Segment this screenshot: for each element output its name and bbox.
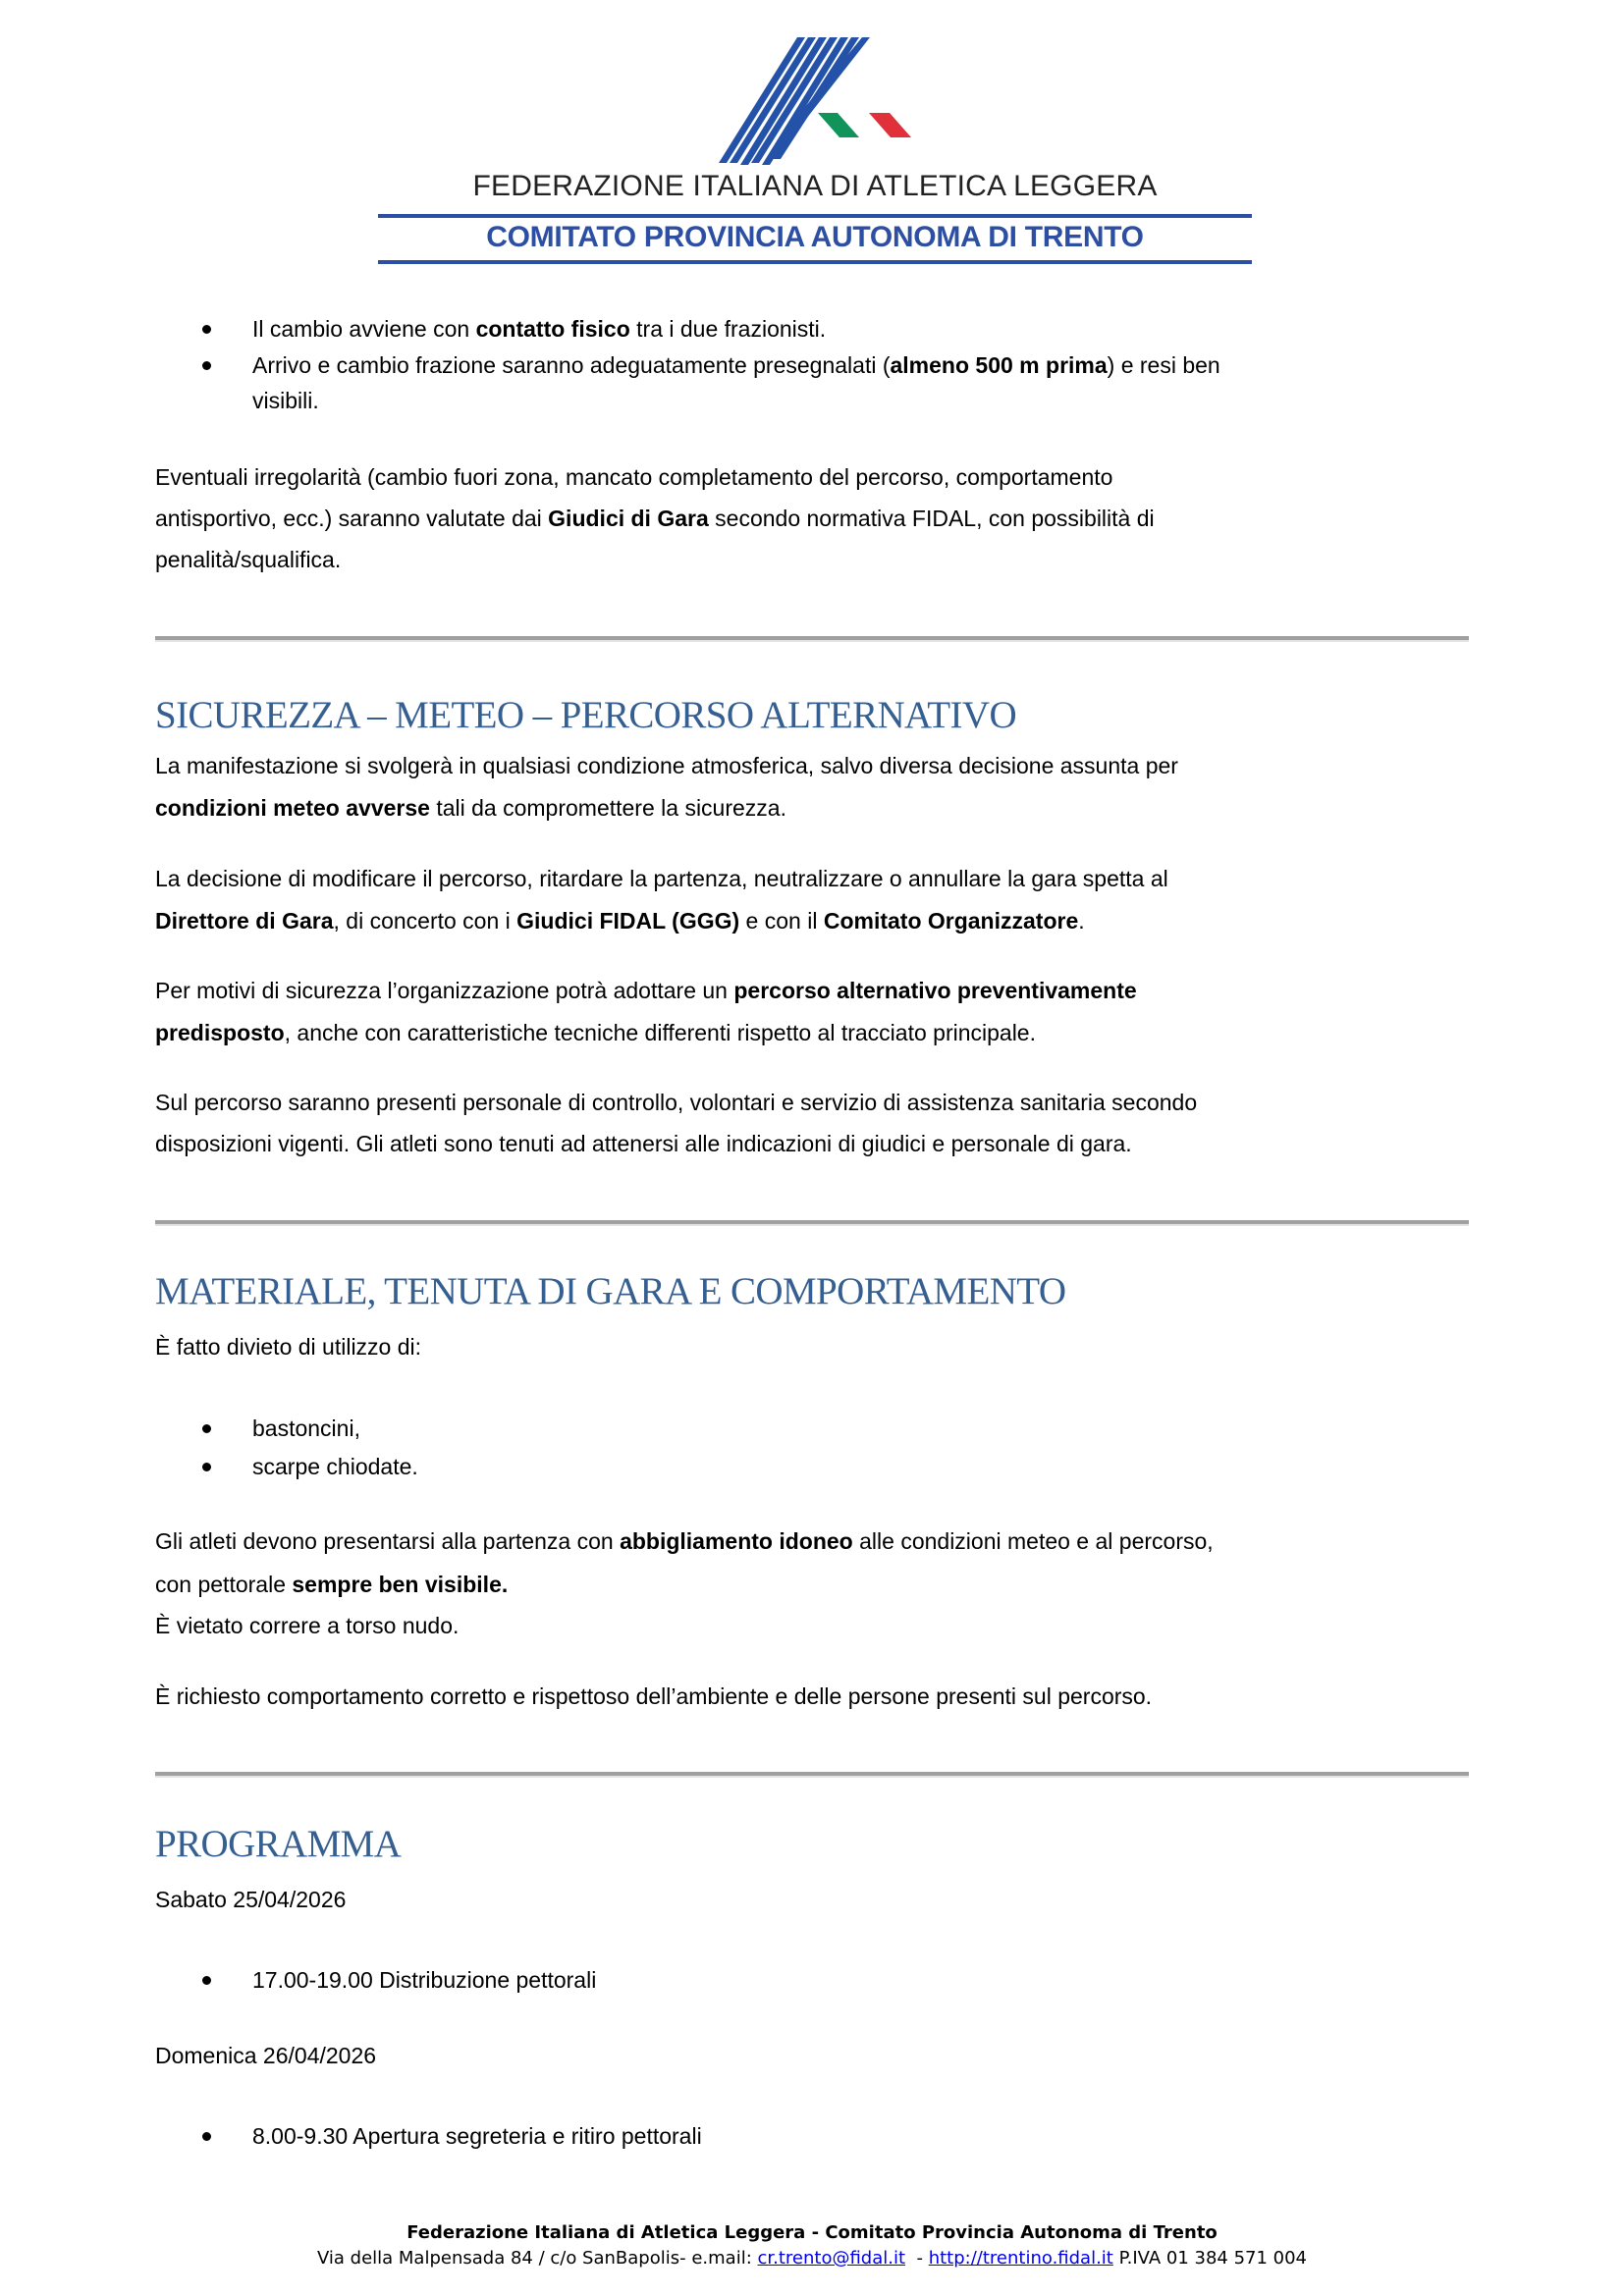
list-item-continuation xyxy=(252,386,319,415)
text-run: , di concerto con i xyxy=(333,908,517,934)
program-item: 17.00-19.00 Distribuzione pettorali xyxy=(252,1967,597,1993)
section-title-equipment: MATERIALE, TENUTA DI GARA E COMPORTAMENTO xyxy=(155,1270,1066,1312)
bold-text: abbigliamento idoneo xyxy=(620,1528,853,1554)
list-item: scarpe chiodate. xyxy=(252,1454,418,1479)
text-run: Eventuali irregolarità (cambio fuori zona, mancato completamento del percorso, comportamento xyxy=(155,464,1113,490)
list-item xyxy=(252,314,826,344)
text-run: e con il xyxy=(739,908,824,934)
section-divider xyxy=(155,1220,1469,1226)
section-title-program: PROGRAMMA xyxy=(155,1823,402,1865)
bullet-icon xyxy=(202,361,211,370)
footer-email-link[interactable]: cr.trento@fidal.it xyxy=(757,2248,906,2269)
text-run: antisportivo, ecc.) saranno valutate dai xyxy=(155,506,549,531)
section-divider xyxy=(155,1772,1469,1778)
paragraph-line xyxy=(155,1526,1214,1556)
text-run: Sul percorso saranno presenti personale di controllo, volontari e servizio di assistenza sanitaria secondo xyxy=(155,1090,1198,1115)
paragraph-line xyxy=(155,1088,1197,1117)
text-run: secondo normativa FIDAL, con possibilità di xyxy=(708,506,1155,531)
text-run: penalità/squalifica. xyxy=(155,547,342,572)
committee-name: COMITATO PROVINCIA AUTONOMA DI TRENTO xyxy=(486,221,1144,253)
bullet-icon xyxy=(202,1424,211,1433)
paragraph-line xyxy=(155,1611,459,1640)
paragraph-line xyxy=(155,1682,1152,1711)
text-run: È richiesto comportamento corretto e rispettoso dell’ambiente e delle persone presenti sul percorso. xyxy=(155,1683,1153,1709)
text-run: con pettorale xyxy=(155,1572,293,1597)
list-item xyxy=(252,350,1220,380)
section-title-safety: SICUREZZA – METEO – PERCORSO ALTERNATIVO xyxy=(155,694,1017,736)
header-rule-bottom xyxy=(378,260,1252,264)
text-run: La decisione di modificare il percorso, ritardare la partenza, neutralizzare o annullare la gara spetta al xyxy=(155,866,1168,891)
paragraph-line xyxy=(155,793,786,823)
text-run: tra i due frazionisti. xyxy=(629,316,827,342)
bold-text: sempre ben visibile. xyxy=(292,1572,509,1597)
paragraph-line xyxy=(155,1570,508,1599)
paragraph-line xyxy=(155,1018,1036,1047)
bold-text: Giudici di Gara xyxy=(548,506,709,531)
program-item: 8.00-9.30 Apertura segreteria e ritiro pettorali xyxy=(252,2123,702,2149)
text-run: Gli atleti devono presentarsi alla partenza con xyxy=(155,1528,621,1554)
bullet-icon xyxy=(202,1463,211,1471)
program-day: Domenica 26/04/2026 xyxy=(155,2043,377,2068)
footer-website-link[interactable]: http://trentino.fidal.it xyxy=(928,2248,1113,2269)
flag-red-stripe xyxy=(869,113,911,137)
bold-text: predisposto xyxy=(155,1020,285,1045)
footer-organization: Federazione Italiana di Atletica Leggera - Comitato Provincia Autonoma di Trento xyxy=(406,2222,1218,2243)
bold-text: Giudici FIDAL (GGG) xyxy=(516,908,740,934)
footer-contacts xyxy=(0,2247,1624,2270)
bullet-icon xyxy=(202,2132,211,2141)
text-run: È vietato correre a torso nudo. xyxy=(155,1613,460,1638)
bullet-icon xyxy=(202,1976,211,1985)
text-run: Il cambio avviene con xyxy=(252,316,476,342)
footer-address: Via della Malpensada 84 / c/o SanBapolis- e.mail: xyxy=(316,2248,758,2269)
footer-vat: P.IVA 01 384 571 004 xyxy=(1112,2248,1308,2269)
paragraph-line xyxy=(155,462,1112,492)
federation-name: FEDERAZIONE ITALIANA DI ATLETICA LEGGERA xyxy=(472,170,1158,202)
text-run: alle condizioni meteo e al percorso, xyxy=(852,1528,1214,1554)
paragraph-line xyxy=(155,545,341,574)
text-run: , anche con caratteristiche tecniche differenti rispetto al tracciato principale. xyxy=(284,1020,1036,1045)
text-run: visibili. xyxy=(252,388,319,413)
footer-separator: - xyxy=(905,2248,929,2269)
section-divider xyxy=(155,636,1469,642)
text-run: ) e resi ben xyxy=(1107,352,1220,378)
program-day: Sabato 25/04/2026 xyxy=(155,1887,347,1912)
bold-text: almeno 500 m prima xyxy=(890,352,1108,378)
paragraph-line xyxy=(155,751,1178,780)
paragraph-line xyxy=(155,864,1168,893)
bullet-icon xyxy=(202,325,211,334)
paragraph-line xyxy=(155,906,1085,935)
flag-green-stripe xyxy=(818,113,859,137)
text-run: Arrivo e cambio frazione saranno adeguatamente presegnalati ( xyxy=(252,352,891,378)
text-run: Per motivi di sicurezza l’organizzazione potrà adottare un xyxy=(155,978,734,1003)
list-item: bastoncini, xyxy=(252,1415,360,1441)
bold-text: condizioni meteo avverse xyxy=(155,795,430,821)
paragraph-line: È fatto divieto di utilizzo di: xyxy=(155,1334,422,1360)
text-run: La manifestazione si svolgerà in qualsiasi condizione atmosferica, salvo diversa decisione assunta per xyxy=(155,753,1178,778)
paragraph-line xyxy=(155,976,1137,1005)
fidal-logo-icon xyxy=(707,29,923,172)
bold-text: Comitato Organizzatore xyxy=(823,908,1079,934)
bold-text: percorso alternativo preventivamente xyxy=(733,978,1137,1003)
bold-text: Direttore di Gara xyxy=(155,908,334,934)
paragraph-line xyxy=(155,1129,1132,1158)
text-run: . xyxy=(1078,908,1085,934)
header-rule-top xyxy=(378,214,1252,218)
text-run: disposizioni vigenti. Gli atleti sono tenuti ad attenersi alle indicazioni di giudici e personale di gara. xyxy=(155,1131,1132,1156)
bold-text: contatto fisico xyxy=(475,316,630,342)
paragraph-line xyxy=(155,504,1155,533)
text-run: tali da compromettere la sicurezza. xyxy=(429,795,786,821)
